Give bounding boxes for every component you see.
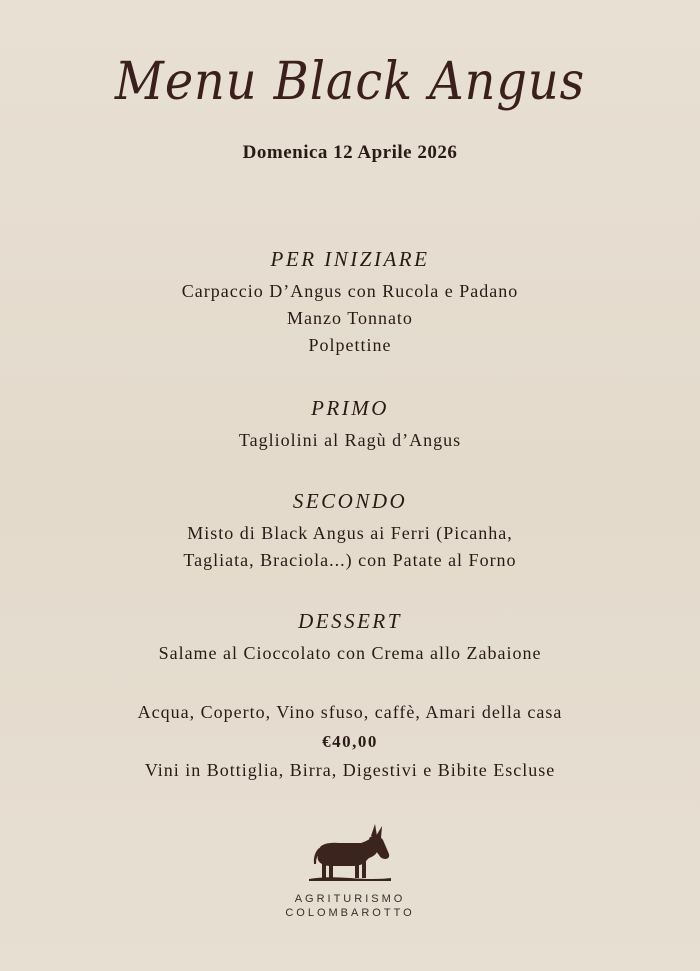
menu-item: Manzo Tonnato [287, 308, 413, 328]
section-heading: DESSERT [298, 609, 402, 633]
excluded-items: Vini in Bottiglia, Birra, Digestivi e Bibite Escluse [144, 760, 556, 780]
donkey-icon [305, 822, 395, 884]
menu-item: Polpettine [308, 335, 392, 355]
menu-item: Misto di Black Angus ai Ferri (Picanha, [187, 523, 513, 543]
included-items: Acqua, Coperto, Vino sfuso, caffè, Amari della casa [137, 702, 563, 722]
section-heading: PER INIZIARE [270, 247, 430, 271]
menu-item: Carpaccio D’Angus con Rucola e Padano [181, 281, 519, 301]
section-heading: PRIMO [311, 396, 389, 420]
logo-text-line2: COLOMBAROTTO [285, 907, 415, 919]
menu-item: Salame al Cioccolato con Crema allo Zabaione [158, 643, 542, 663]
section-dessert [0, 608, 700, 667]
menu-item: Tagliolini al Ragù d’Angus [238, 430, 462, 450]
section-per-iniziare [0, 246, 700, 359]
logo-text-line1: AGRITURISMO [294, 893, 406, 905]
menu-price: €40,00 [322, 732, 378, 751]
section-primo [0, 395, 700, 454]
menu-title: Menu Black Angus [114, 52, 586, 112]
section-secondo [0, 488, 700, 574]
agriturismo-logo [0, 822, 700, 920]
section-heading: SECONDO [292, 489, 408, 513]
menu-date: Domenica 12 Aprile 2026 [242, 142, 458, 163]
menu-item: Tagliata, Braciola...) con Patate al Forno [183, 550, 517, 570]
